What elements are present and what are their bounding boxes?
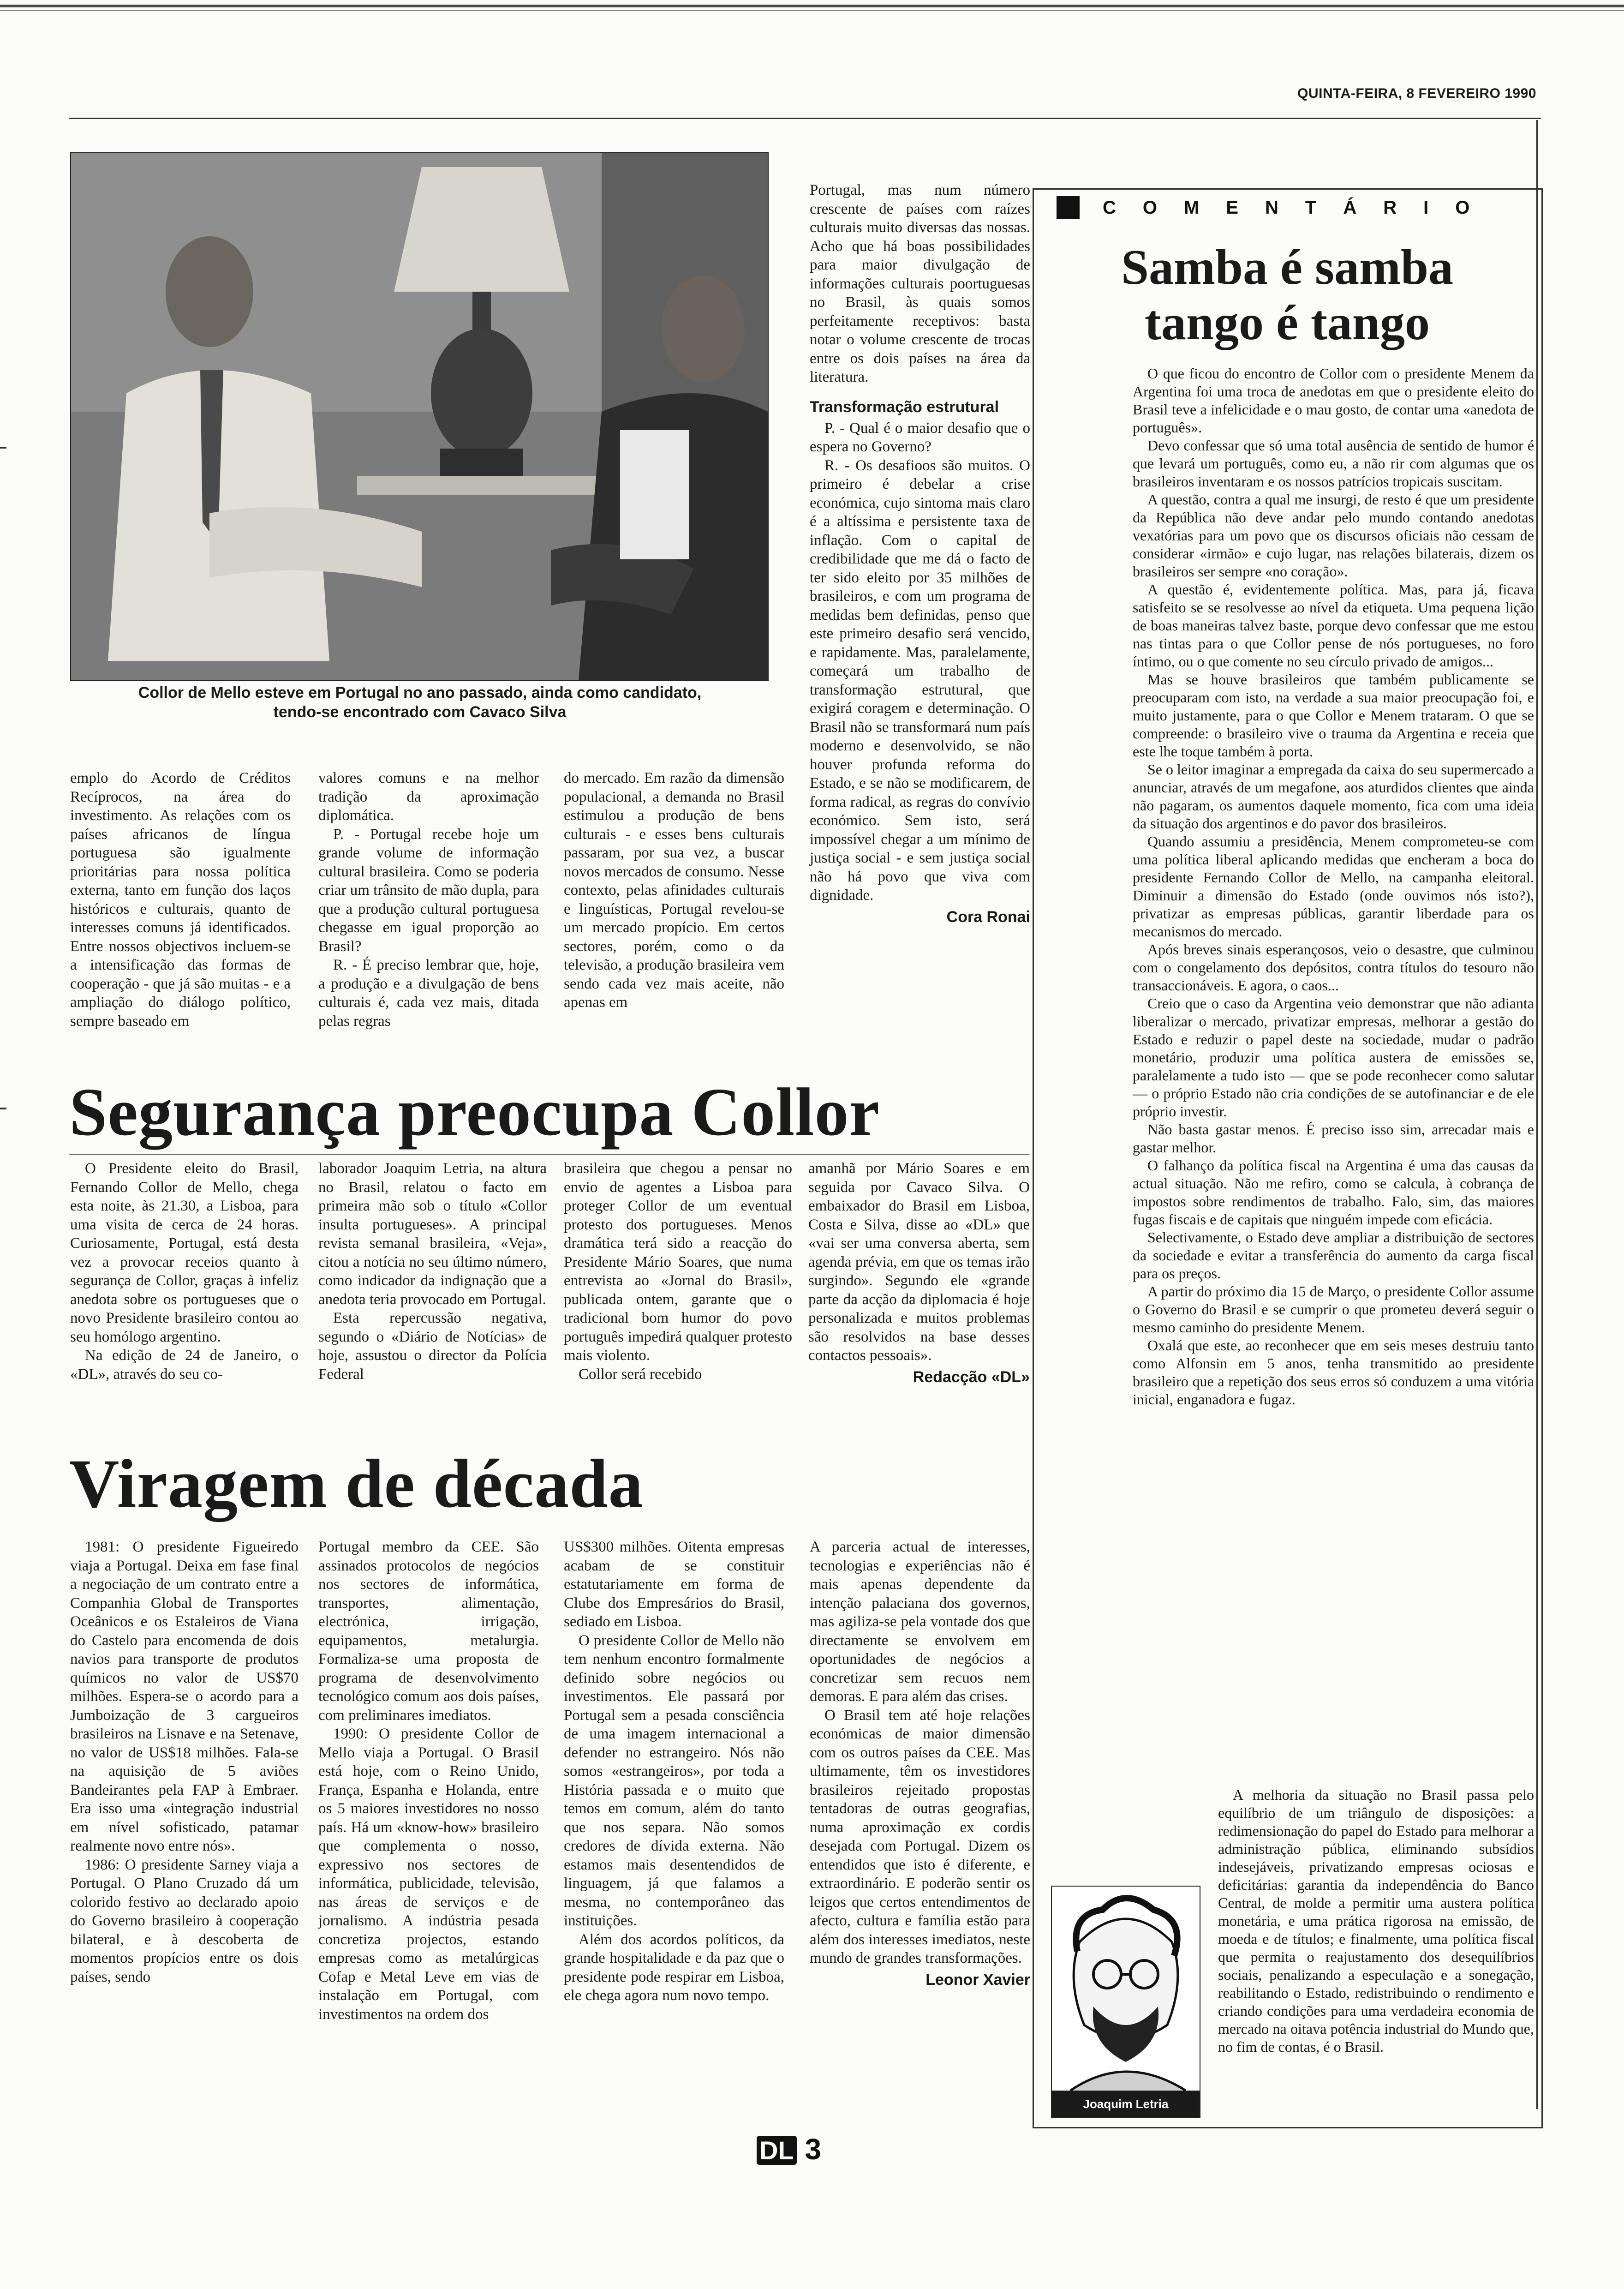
seguranca-paragraph: brasileira que chegou a pensar no envio de agentes a Lisboa para proteger Collor de um eventual protesto dos portugueses. Menos dramática terá sido a reacção do Presidente Mário Soares, que numa entrevista ao «Jornal do Brasil», publicada ontem, garante que o tradicional bom humor do povo português impedirá qualquer protesto mais violento. [564, 1160, 792, 1364]
interview-subhead: Transformação estrutural [810, 398, 999, 416]
interview-paragraph: P. - Portugal recebe hoje um grande volume de informação cultural brasileira. Como se poderia criar um trânsito de mão dupla, para que a produção cultural portuguesa chegasse em igual proporção ao Brasil? [318, 826, 539, 955]
comentario-paragraph: Não basta gastar menos. É preciso isso sim, arrecadar mais e gastar melhor. [1133, 1121, 1534, 1156]
viragem-paragraph: O Brasil tem até hoje relações económicas de maior dimensão com os outros países da CEE. Mas ultimamente, têm os investidores brasileiros rejeitado propostas tentadoras de outras geografias, numa aproximação ex cordis desejada com Portugal. Dizem os entendidos que isto é diferente, e extraordinário. E poderão sentir os leigos que certos entendimentos de afecto, cultura e família estão para além dos interesses imediatos, neste mundo de grandes transformações. [810, 1707, 1030, 1966]
interview-paragraph: Portugal, mas num número crescente de países com raízes culturais muito diversas das nossas. Acho que há boas possibilidades para maior divulgação de informações culturais poortuguesas no Brasil, às quais somos perfeitamente receptivos: basta notar o volume crescente de trocas entre os dois países na área da literatura. [810, 182, 1030, 385]
comentario-paragraph: A partir do próximo dia 15 de Março, o presidente Collor assume o Governo do Brasil e se cumprir o que prometeu deverá seguir o mesmo caminho do presidente Menem. [1133, 1283, 1534, 1336]
scan-mark [0, 1108, 6, 1109]
viragem-column-2 [318, 1538, 539, 2108]
viragem-paragraph: Além dos acordos políticos, da grande hospitalidade e da paz que o presidente pode respirar em Lisboa, ele chega agora num novo tempo. [564, 1931, 784, 2004]
header-rule [69, 118, 1541, 119]
interview-paragraph: P. - Qual é o maior desafio que o espera no Governo? [810, 419, 1030, 455]
comentario-label [1057, 194, 1496, 222]
comentario-paragraph: A questão é, evidentemente política. Mas, para já, ficava satisfeito se se resolvesse ao nível da etiqueta. Uma pequena lição de boas maneiras talvez baste, porque devo confessar que me estou nas tintas para o que Collor pense de nós portugueses, no foro íntimo, ou o que comente no seu círculo privado de amigos... [1133, 581, 1534, 670]
viragem-column-3 [564, 1538, 784, 2108]
comentario-paragraph: Quando assumiu a presidência, Menem comprometeu-se com uma política liberal aplicando medidas que encheram a boca do presidente Fernando Collor de Mello, na campanha eleitoral. Diminuir a dimensão do Estado (onde ouvimos nós isto?), privatizar as empresas públicas, garantir liberdade para os mecanismos do mercado. [1133, 833, 1534, 940]
interview-signature: Cora Ronai [946, 908, 1030, 926]
seguranca-column-1 [70, 1159, 299, 1441]
comentario-paragraph: A melhoria da situação no Brasil passa pelo equilíbrio de um triângulo de disposições: a redimensionação do papel do Estado para melhorar a administração pública, eliminando subsídios indesejáveis, privatizando empresas ociosas e deficitárias: garantia da independência do Banco Central, de molde a permitir uma austera política monetária, e uma prática rigorosa na emissão, de moeda e de títulos; e finalmente, uma política fiscal que permita o reajustamento dos desequilíbrios sociais, penalizando a especulação e a sonegação, reabilitando o Estado, redistribuindo o rendimento e criando condições para uma verdadeira economia de mercado na oitava potência industrial do Mundo que, no fim de contas, é o Brasil. [1218, 1786, 1534, 2055]
viragem-paragraph: 1981: O presidente Figueiredo viaja a Portugal. Deixa em fase final a negociação de um contrato entre a Companhia Global de Transportes Oceânicos e os Estaleiros de Viana do Castelo para encomenda de dois navios para transporte de produtos químicos no valor de US$70 milhões. Espera-se o acordo para a Jumboização de 3 cargueiros brasileiros na Lisnave e na Setenave, no valor de US$18 milhões. Fala-se na aquisição de 5 aviões Bandeirantes pela FAP à Embraer. Era isso uma «integração industrial em nível sofisticado, patamar realmente novo entre nós». [70, 1539, 299, 1854]
comentario-title-line2: tango é tango [1145, 295, 1430, 350]
interview-paragraph: valores comuns e na melhor tradição da aproximação diplomática. [318, 770, 539, 824]
photo-collor-cavaco [70, 152, 769, 681]
headline-viragem: Viragem de década [69, 1445, 644, 1522]
interview-paragraph: R. - Os desafioos são muitos. O primeiro é debelar a crise económica, cujo sintoma mais claro é a altíssima e persistente taxa de inflação. Com o capital de credibilidade que me dá o facto de ter sido eleito por 35 milhões de brasileiros, e com um programa de medidas bem definidas, penso que este primeiro desafio será vencido, e rapidamente. Mas, paralelamente, começará um trabalho de transformação estrutural, que exigirá coragem e determinação. O Brasil não se transformará num país moderno e desenvolvido, se não houver profunda reforma do Estado, e se não se modificarem, de forma radical, as regras do convívio económico. Sem isto, será impossível chegar a um mínimo de justiça social - e sem justiça social não há povo que viva com dignidade. [810, 457, 1030, 904]
comentario-title-line1: Samba é samba [1121, 240, 1454, 295]
photo-caption-line1: Collor de Mello esteve em Portugal no ano passado, ainda como candidato, [138, 684, 702, 701]
seguranca-signature: Redacção «DL» [913, 1368, 1030, 1386]
top-border [0, 5, 1624, 7]
date-line: QUINTA-FEIRA, 8 FEVEREIRO 1990 [1297, 86, 1536, 101]
comentario-paragraph: O falhanço da política fiscal na Argentina é uma das causas da actual situação. Não me refiro, como se calcula, à cobrança de impostos sobre rendimentos de trabalho. Falo, sim, das maiores fugas fiscais e de capitais que ninguém impede com eficácia. [1133, 1157, 1534, 1228]
page-number: 3 [805, 2133, 822, 2166]
scan-mark [0, 447, 6, 449]
seguranca-paragraph: Na edição de 24 de Janeiro, o «DL», através do seu co- [70, 1347, 299, 1383]
photo-caption-line2: tendo-se encontrado com Cavaco Silva [273, 703, 567, 721]
seguranca-column-4 [808, 1159, 1030, 1441]
comentario-paragraph: Após breves sinais esperançosos, veio o desastre, que culminou com o congelamento dos depósitos, contra títulos do tesouro não transaccionáveis. E agora, o caos... [1133, 941, 1534, 994]
seguranca-column-2 [318, 1159, 547, 1441]
seguranca-rule [69, 1154, 1029, 1155]
viragem-signature: Leonor Xavier [925, 1971, 1030, 1989]
viragem-paragraph: US$300 milhões. Oitenta empresas acabam de se constituir estatutariamente em forma de Clube dos Empresários do Brasil, sediado em Lisboa. [564, 1539, 784, 1630]
cartoon-illustration [1052, 1887, 1200, 2091]
comentario-paragraph: Oxalá que este, ao reconhecer que em seis meses destruiu tanto como Alfonsin em 5 anos, tenha transmitido ao presidente brasileiro que a repetição dos seus erros só conduzem a uma vitória inicial, enganadora e fugaz. [1133, 1337, 1534, 1408]
comentario-label-text: COMENTÁRIO [1103, 197, 1497, 218]
comentario-paragraph: Creio que o caso da Argentina veio demonstrar que não adianta liberalizar o mercado, privatizar empresas, melhorar a gestão do Estado e reduzir o papel deste na sociedade, mudar o padrão monetário, produzir uma política austera de emissões se, paralelamente a tudo isto — que se pode reconhecer como salutar — o próprio Estado não cria condições de se autofinanciar e de ele próprio investir. [1133, 995, 1534, 1120]
seguranca-paragraph: O Presidente eleito do Brasil, Fernando Collor de Mello, chega esta noite, às 21.30, a Lisboa, para uma visita de cerca de 24 horas. Curiosamente, Portugal, está desta vez a provocar receios quanto à segurança de Collor, graças à infeliz anedota sobre os portugueses que o novo Presidente brasileiro contou ao seu homólogo argentino. [70, 1160, 299, 1345]
interview-paragraph: emplo do Acordo de Créditos Recíprocos, na área do investimento. As relações com os países africanos de língua portuguesa são igualmente prioritárias para nossa política externa, tanto em função dos laços históricos e culturais, quanto de interesses comuns já identificados. Entre nossos objectivos incluem-se a intensificação das formas de cooperação - que já são muitas - e a ampliação do diálogo político, sempre baseado em [70, 770, 291, 1030]
top-border-thin [0, 10, 1624, 11]
dl-logo: DL [757, 2136, 797, 2165]
seguranca-paragraph: laborador Joaquim Letria, na altura no Brasil, relatou o facto em primeira mão sob o título «Collor insulta portugueses». A principal revista semanal brasileira, «Veja», citou a notícia no seu último número, como indicador da indignação que a anedota teria provocado em Portugal. [318, 1160, 547, 1308]
interview-paragraph: do mercado. Em razão da dimensão populacional, a demanda no Brasil estimulou a produção de bens culturais - e esses bens culturais passaram, por sua vez, a buscar novos mercados de consumo. Nesse contexto, pelas afinidades culturais e linguísticas, Portugal revelou-se um mercado propício. Em certos sectores, porém, como o da televisão, a produção brasileira vem sendo cada vez mais aceite, não apenas em [564, 770, 784, 1011]
comentario-paragraph: Se o leitor imaginar a empregada da caixa do seu supermercado a anunciar, através de um megafone, aos aturdidos clientes que ainda não pagaram, os aumentos daquele momento, fica com uma ideia da situação dos argentinos e do pavor dos brasileiros. [1133, 761, 1534, 832]
seguranca-column-3 [564, 1159, 792, 1441]
comentario-paragraph: A questão, contra a qual me insurgi, de resto é que um presidente da República não deve andar pelo mundo contando anedotas vexatórias para um povo que os discursos oficiais não cessam de considerar «irmão» e cujo lugar, nas relações bilaterais, dizem os brasileiros ser sempre «no coração». [1133, 491, 1534, 580]
photo-illustration [71, 153, 768, 680]
comentario-paragraph: O que ficou do encontro de Collor com o presidente Menem da Argentina foi uma troca de anedotas em que o presidente eleito do Brasil teve a infelicidade e o mau gosto, de contar uma «anedota de português». [1133, 365, 1534, 436]
comentario-paragraph: Devo confessar que só uma total ausência de sentido de humor é que levará um português, como eu, a não rir com algumas que os brasileiros inventaram e os nossos patrícios tropicais suscitam. [1133, 437, 1534, 490]
viragem-paragraph: Portugal membro da CEE. São assinados protocolos de negócios nos sectores de informática, transportes, alimentação, electrónica, irrigação, equipamentos, metalurgia. Formaliza-se uma proposta de programa de desenvolvimento tecnológico comum aos dois países, com preliminares imediatos. [318, 1539, 539, 1724]
viragem-column-1 [70, 1538, 299, 2108]
interview-paragraph: R. - É preciso lembrar que, hoje, a produção e a divulgação de bens culturais é, cada vez mais, ditada pelas regras [318, 957, 539, 1030]
viragem-paragraph: O presidente Collor de Mello não tem nenhum encontro formalmente definido sobre negócios ou investimentos. Ele passará por Portugal sem a pesada consciência de uma imagem internacional a defender no estrangeiro. Nós não somos «estrangeiros», por toda a História passada e o muito que temos em comum, além do tanto que nos separa. Não somos credores de dívida externa. Não estamos mais desentendidos de linguagem, já que falamos a mesma, no contemporâneo das instituições. [564, 1632, 784, 1929]
interview-column-right [810, 181, 1030, 1074]
cartoon-label: Joaquim Letria [1052, 2091, 1200, 2117]
page-folio [757, 2132, 821, 2166]
comentario-body [1133, 365, 1534, 1883]
comentario-paragraph: Selectivamente, o Estado deve ampliar a distribuição de sectores da sociedade e evitar a transferência do aumento da carga fiscal para os preços. [1133, 1229, 1534, 1282]
seguranca-paragraph: amanhã por Mário Soares e em seguida por Cavaco Silva. O embaixador do Brasil em Lisboa, Costa e Silva, disse ao «DL» que «vai ser uma conversa aberta, sem agenda prévia, em que os temas irão surgindo». Segundo ele «grande parte da acção da diplomacia é hoje personalizada e muitos problemas são resolvidos na base desses contactos pessoais». [808, 1160, 1030, 1364]
comentario-title [1057, 240, 1518, 351]
interview-column-3 [564, 769, 784, 1064]
cartoon-portrait [1051, 1886, 1200, 2118]
interview-column-1 [70, 769, 291, 1064]
comentario-body-end [1218, 1786, 1534, 2114]
interview-column-2 [318, 769, 539, 1064]
comentario-paragraph: Mas se houve brasileiros que também publicamente se preocuparam com isto, na verdade a sua maior preocupação foi, e muito justamente, para o que Collor e Menem trataram. O que se compreende: o brasileiro vive o trauma da Argentina e receia que este lhe toque também à porta. [1133, 671, 1534, 760]
viragem-paragraph: 1990: O presidente Collor de Mello viaja a Portugal. O Brasil está hoje, com o Reino Unido, França, Espanha e Holanda, entre os 5 maiores investidores no nosso país. Há um «know-how» brasileiro que complementa o nosso, expressivo nos sectores de informática, publicidade, televisão, nas áreas de serviços e de jornalismo. A indústria pesada concretiza projectos, estando empresas como as metalúrgicas Cofap e Metal Leve em vias de instalação em Portugal, com investimentos na ordem dos [318, 1726, 539, 2023]
viragem-paragraph: 1986: O presidente Sarney viaja a Portugal. O Plano Cruzado dá um colorido festivo ao declarado apoio do Governo brasileiro à cooperação bilateral, e à descoberta de momentos propícios entre os dois países, sendo [70, 1856, 299, 1985]
comentario-square-icon [1057, 196, 1080, 219]
viragem-paragraph: A parceria actual de interesses, tecnologias e experiências não é mais apenas dependente da intenção palaciana dos governos, mas agiliza-se pela vontade dos que directamente se envolvem em oportunidades de negócios a concretizar sem recuos nem demoras. E para além das crises. [810, 1539, 1030, 1705]
photo-caption [69, 683, 770, 722]
seguranca-paragraph: Collor será recebido [579, 1366, 702, 1383]
headline-seguranca: Segurança preocupa Collor [69, 1074, 880, 1150]
seguranca-paragraph: Esta repercussão negativa, segundo o «Diário de Notícias» de hoje, assustou o director da Polícia Federal [318, 1310, 547, 1383]
viragem-column-4 [810, 1538, 1030, 2108]
